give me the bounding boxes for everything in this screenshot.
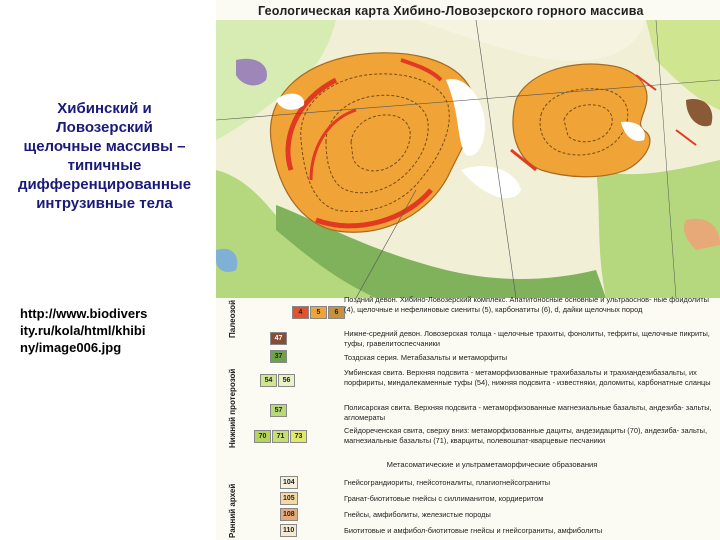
legend-swatches (270, 350, 287, 363)
legend-swatch: 37 (270, 350, 287, 363)
map-legend (216, 282, 720, 540)
map-title: Геологическая карта Хибино-Ловозерского горного массива (258, 4, 644, 18)
legend-description: Умбинская свита. Верхняя подсвита - метаморфизованные трахибазальты и трахиандезибазальты, их порфириты, миндалекаменные туфы (54), нижняя подсвита - известняки, доломиты, карбонатные сланцы (344, 368, 711, 387)
lovozero-massif (513, 64, 650, 177)
geological-map-figure (216, 0, 720, 540)
title-line: дифференцированные (17, 176, 192, 193)
title-line: интрузивные тела (36, 195, 173, 212)
group-label-early-archean: Ранний архей (228, 483, 237, 538)
legend-swatch: 71 (272, 430, 289, 443)
legend-swatches (260, 374, 295, 387)
url-line: ny/image006.jpg (20, 340, 122, 355)
title-line: щелочные массивы – (23, 138, 186, 155)
legend-swatches (280, 476, 298, 489)
legend-description: Полисарская свита. Верхняя подсвита - метаморфизованные магнезиальные базальты, андезиба- зальты, агломераты (344, 403, 712, 422)
source-url (20, 305, 210, 356)
title-line: Ловозерский (56, 119, 153, 136)
legend-swatch: 6 (328, 306, 345, 319)
legend-swatch: 4 (292, 306, 309, 319)
legend-description: Гнейсограндиориты, гнейсотоналиты, плагиогнейсограниты (344, 478, 551, 487)
geological-map (216, 20, 720, 298)
archean-heading: Метасоматические и ультраметаморфические образования (386, 460, 598, 469)
group-label-paleozoic: Палеозой (228, 300, 237, 338)
legend-swatches (292, 306, 345, 319)
url-line: ity.ru/kola/html/khibi (20, 323, 146, 338)
legend-swatch: 104 (280, 476, 298, 489)
title-line: Хибинский и (57, 100, 152, 117)
legend-swatch: 57 (270, 404, 287, 417)
legend-swatches (280, 508, 298, 521)
legend-swatches (280, 492, 298, 505)
legend-description: Сейдореченская свита, сверху вниз: метаморфизованные дациты, андезидациты (70), андезиба- зальты, магнезиальные базальты (71), кварциты, полевошпат-кварцевые песчаники (344, 426, 708, 445)
legend-swatch: 105 (280, 492, 298, 505)
legend-description: Нижне-средний девон. Ловозерская толща - щелочные трахиты, фонолиты, тефриты, щелочные пикриты, туфы, гравелитоспесчаники (344, 329, 710, 348)
legend-description: Тоздская серия. Метабазальты и метаморфиты (344, 353, 508, 362)
legend-swatch: 54 (260, 374, 277, 387)
slide-title (2, 99, 207, 213)
legend-swatches (280, 524, 297, 537)
legend-swatches (270, 332, 287, 345)
legend-swatch: 70 (254, 430, 271, 443)
legend-swatch: 5 (310, 306, 327, 319)
legend-swatch: 56 (278, 374, 295, 387)
legend-description: Гнейсы, амфиболиты, железистые породы (344, 510, 491, 519)
legend-description: Гранат-биотитовые гнейсы с силлиманитом, кордиеритом (344, 494, 544, 503)
legend-swatches (270, 404, 287, 417)
legend-swatch: 108 (280, 508, 298, 521)
title-line: типичные (67, 157, 142, 174)
legend-swatches (254, 430, 307, 443)
group-label-lower-proterozoic: Нижний протерозой (228, 368, 237, 448)
legend-swatch: 47 (270, 332, 287, 345)
url-line: http://www.biodivers (20, 306, 148, 321)
legend-description: Биотитовые и амфибол-биотитовые гнейсы и гнейсограниты, амфиболиты (344, 526, 603, 535)
legend-description: Поздний девон. Хибино-Ловозерский комплекс. Апатитоносные основные и ультраоснов- ные фоидолиты (4), щелочные и нефелиновые сиениты (5), карбонатиты (6), d, дайки щелочных пород (344, 295, 709, 314)
legend-swatch: 110 (280, 524, 297, 537)
legend-swatch: 73 (290, 430, 307, 443)
